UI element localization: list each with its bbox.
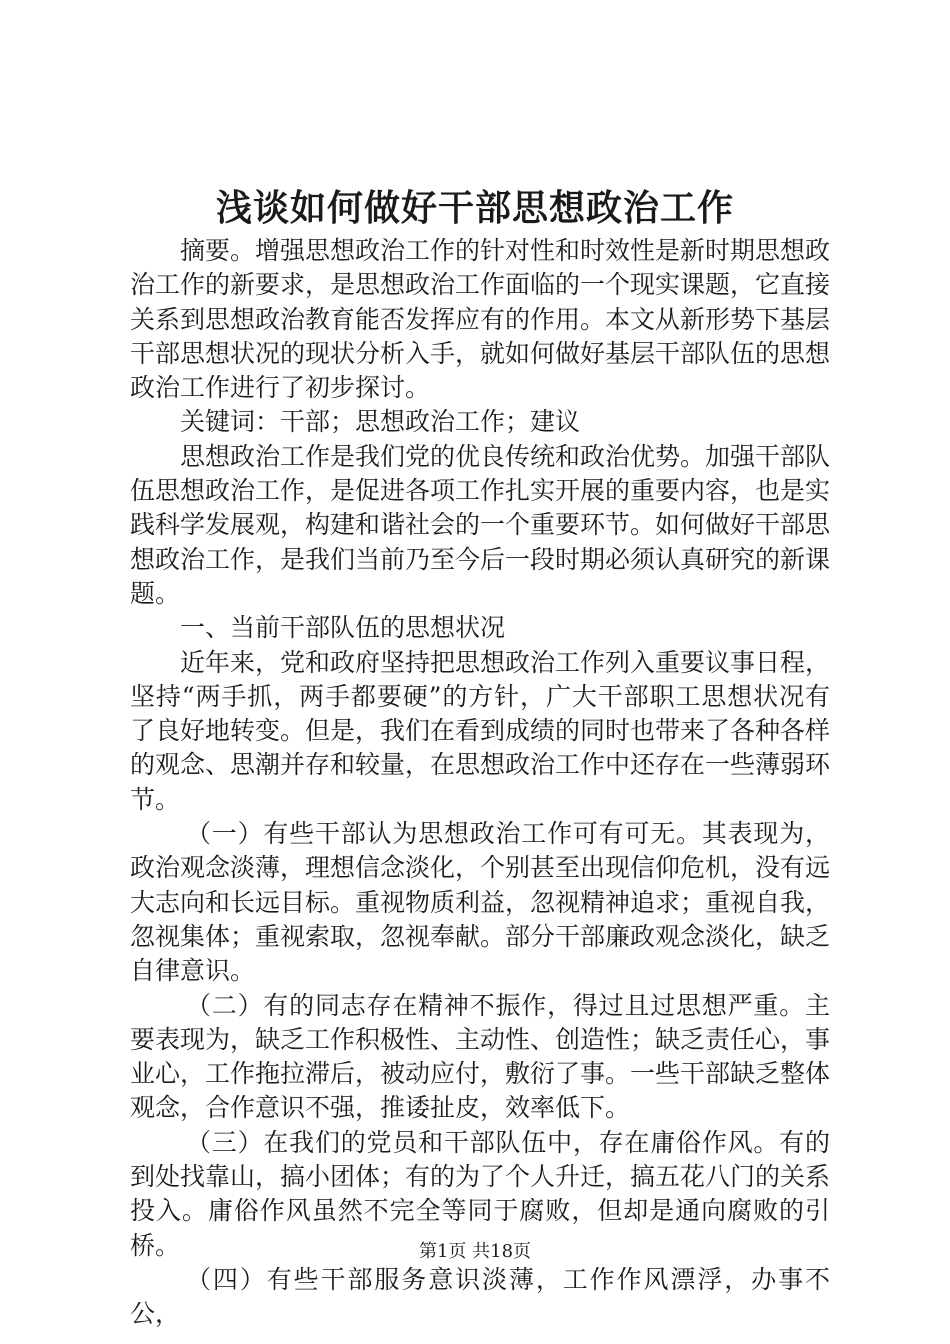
section-heading: 一、当前干部队伍的思想状况 <box>180 613 506 643</box>
list-item: （一）有些干部认为思想政治工作可有可无。其表现为，政治观念淡薄，理想信念淡化，个别甚至出现信仰危机，没有远大志向和长远目标。重视物质利益，忽视精神追求；重视自我，忽视集体；重视索取，忽视奉献。部分干部廉政观念淡化，缺乏自律意识。 <box>130 819 831 986</box>
keywords-paragraph: 关键词：干部；思想政治工作；建议 <box>180 407 581 437</box>
list-item: （四）有些干部服务意识淡薄，工作作风漂浮，办事不公， <box>130 1264 830 1329</box>
page-footer: 第1页 共18页 <box>418 1241 532 1262</box>
list-item: （二）有的同志存在精神不振作，得过且过思想严重。主要表现为，缺乏工作积极性、主动性、创造性；缺乏责任心，事业心，工作拖拉滞后，被动应付，敷衍了事。一些干部缺乏整体观念，合作意识不强，推诿扯皮，效率低下。 <box>130 990 831 1123</box>
intro-paragraph: 思想政治工作是我们党的优良传统和政治优势。加强干部队伍思想政治工作，是促进各项工作扎实开展的重要内容，也是实践科学发展观，构建和谐社会的一个重要环节。如何做好干部思想政治工作，是我们当前乃至今后一段时期必须认真研究的新课题。 <box>130 441 831 608</box>
section-paragraph: 近年来，党和政府坚持把思想政治工作列入重要议事日程，坚持“两手抓，两手都要硬”的方针，广大干部职工思想状况有了良好地转变。但是，我们在看到成绩的同时也带来了各种各样的观念、思潮并存和较量，在思想政治工作中还存在一些薄弱环节。 <box>130 647 831 814</box>
list-item: （三）在我们的党员和干部队伍中，存在庸俗作风。有的到处找靠山，搞小团体；有的为了个人升迁，搞五花八门的关系投入。庸俗作风虽然不完全等同于腐败，但却是通向腐败的引桥。 <box>130 1127 831 1260</box>
abstract-paragraph: 摘要。增强思想政治工作的针对性和时效性是新时期思想政治工作的新要求，是思想政治工作面临的一个现实课题，它直接关系到思想政治教育能否发挥应有的作用。本文从新形势下基层干部思想状况的现状分析入手，就如何做好基层干部队伍的思想政治工作进行了初步探讨。 <box>130 236 831 403</box>
document-body <box>130 234 830 1332</box>
document-title: 浅谈如何做好干部思想政治工作 <box>215 187 734 229</box>
